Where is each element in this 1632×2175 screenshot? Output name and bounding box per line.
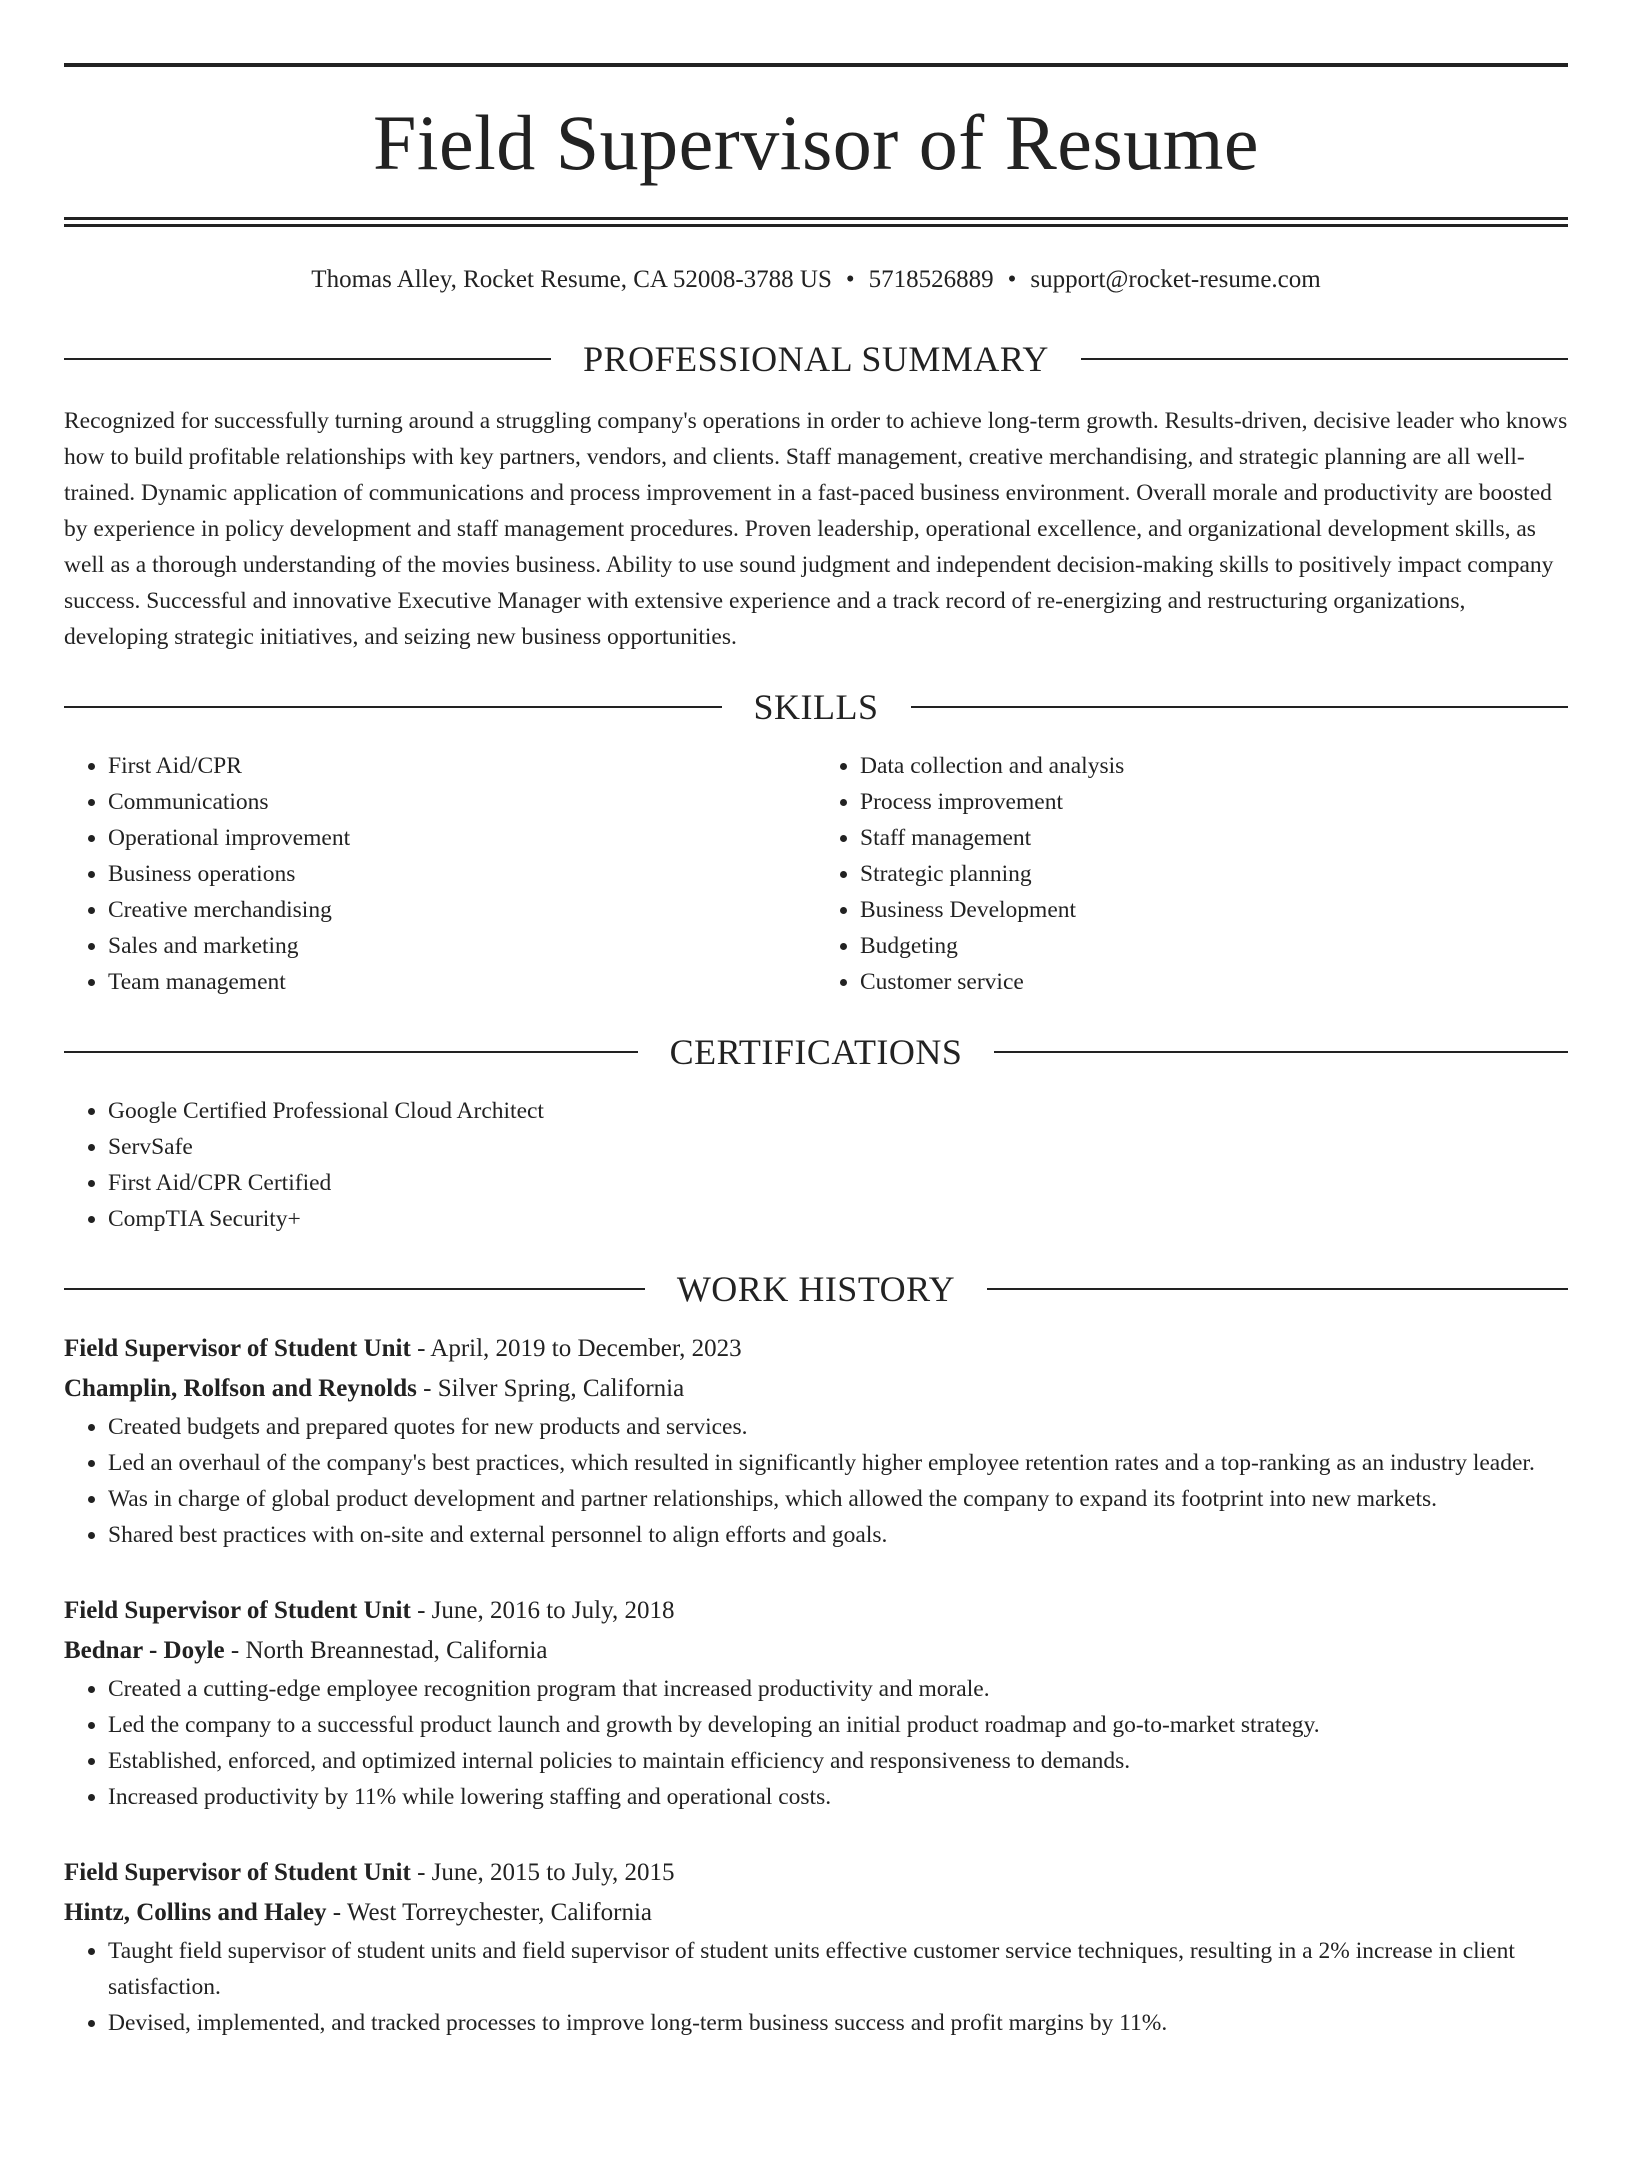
contact-separator: •	[1007, 266, 1017, 293]
job-company: Hintz, Collins and Haley	[64, 1899, 327, 1926]
certification-item: • Google Certified Professional Cloud Architect	[108, 1093, 1568, 1129]
job-bullet: • Led an overhaul of the company's best practices, which resulted in significantly higher employee retention rates and a top-ranking as an industry leader.	[108, 1445, 1568, 1481]
skills-right-column	[816, 748, 1568, 1000]
job-bullets	[64, 1933, 1568, 2041]
job-title-line	[64, 1329, 1568, 1369]
job-bullet: • Created a cutting-edge employee recognition program that increased productivity and morale.	[108, 1671, 1568, 1707]
job-location: - West Torreychester, California	[326, 1899, 652, 1926]
job-bullets	[64, 1409, 1568, 1553]
skills-right-list	[816, 748, 1568, 1000]
certifications-list	[64, 1093, 1568, 1237]
job-title: Field Supervisor of Student Unit	[64, 1597, 411, 1624]
skill-item: • Business Development	[860, 892, 1568, 928]
job-dates: - June, 2015 to July, 2015	[410, 1859, 675, 1886]
page-title: Field Supervisor of Resume	[372, 99, 1260, 186]
job-bullet: • Shared best practices with on-site and external personnel to align efforts and goals.	[108, 1517, 1568, 1553]
job-title: Field Supervisor of Student Unit	[64, 1859, 411, 1886]
summary-text: Recognized for successfully turning around a struggling company's operations in order to achieve long-term growth. Results-driven, decisive leader who knows how to build profitable relationships with key partners, vendors, and clients. Staff management, creative merchandising, and strategic planning are all well-trained. Dynamic application of communications and process improvement in a fast-paced business environment. Overall morale and productivity are boosted by experience in policy development and staff management procedures. Proven leadership, operational excellence, and organizational development skills, as well as a thorough understanding of the movies business. Ability to use sound judgment and independent decision-making skills to positively impact company success. Successful and innovative Executive Manager with extensive experience and a track record of re-energizing and restructuring organizations, developing strategic initiatives, and seizing new business opportunities.	[64, 408, 1568, 650]
skill-item: • Sales and marketing	[108, 928, 816, 964]
job-location: - Silver Spring, California	[416, 1375, 685, 1402]
work-history-list	[64, 1329, 1568, 2041]
contact-phone: 5718526889	[868, 266, 994, 293]
section-divider	[64, 706, 722, 708]
job-bullet: • Taught field supervisor of student units and field supervisor of student units effective customer service techniques, resulting in a 2% increase in client satisfaction.	[108, 1933, 1568, 2005]
certification-item: • CompTIA Security+	[108, 1201, 1568, 1237]
contact-line	[64, 265, 1568, 295]
job-title: Field Supervisor of Student Unit	[64, 1335, 411, 1362]
job-bullet: • Devised, implemented, and tracked processes to improve long-term business success and profit margins by 11%.	[108, 2005, 1568, 2041]
job-dates: - April, 2019 to December, 2023	[410, 1335, 742, 1362]
job-entry	[64, 1853, 1568, 2041]
skill-item: • Communications	[108, 784, 816, 820]
skills-columns	[64, 748, 1568, 1000]
certifications-list-wrap	[64, 1093, 1568, 1237]
certification-item: • First Aid/CPR Certified	[108, 1165, 1568, 1201]
certification-item: • ServSafe	[108, 1129, 1568, 1165]
job-bullet: • Increased productivity by 11% while lowering staffing and operational costs.	[108, 1779, 1568, 1815]
job-bullet: • Was in charge of global product development and partner relationships, which allowed the company to expand its footprint into new markets.	[108, 1481, 1568, 1517]
job-bullets	[64, 1671, 1568, 1815]
job-entry	[64, 1329, 1568, 1553]
job-title-line	[64, 1853, 1568, 1893]
section-divider	[64, 1288, 645, 1290]
skill-item: • Business operations	[108, 856, 816, 892]
job-company: Bednar - Doyle	[64, 1637, 225, 1664]
skill-item: • Customer service	[860, 964, 1568, 1000]
skill-item: • Process improvement	[860, 784, 1568, 820]
contact-separator: •	[845, 266, 855, 293]
title-bottom-double-rule	[64, 217, 1568, 227]
job-company-line	[64, 1369, 1568, 1409]
skill-item: • Strategic planning	[860, 856, 1568, 892]
section-divider	[1081, 358, 1568, 360]
skill-item: • Staff management	[860, 820, 1568, 856]
job-company-line	[64, 1631, 1568, 1671]
skill-item: • Data collection and analysis	[860, 748, 1568, 784]
title-top-rule	[64, 63, 1568, 67]
summary-heading: PROFESSIONAL SUMMARY	[583, 339, 1049, 379]
skill-item: • First Aid/CPR	[108, 748, 816, 784]
job-company-line	[64, 1893, 1568, 1933]
job-bullet: • Led the company to a successful product launch and growth by developing an initial product roadmap and go-to-market strategy.	[108, 1707, 1568, 1743]
certifications-section-header	[64, 1034, 1568, 1070]
job-location: - North Breannestad, California	[224, 1637, 548, 1664]
resume-page	[0, 63, 1632, 2175]
skill-item: • Creative merchandising	[108, 892, 816, 928]
job-title-line	[64, 1591, 1568, 1631]
skill-item: • Budgeting	[860, 928, 1568, 964]
section-divider	[994, 1051, 1568, 1053]
skills-section-header	[64, 689, 1568, 725]
skill-item: • Operational improvement	[108, 820, 816, 856]
skills-heading: SKILLS	[753, 687, 879, 727]
section-divider	[64, 1051, 638, 1053]
work-history-heading: WORK HISTORY	[676, 1269, 956, 1309]
job-bullet: • Created budgets and prepared quotes for new products and services.	[108, 1409, 1568, 1445]
section-divider	[987, 1288, 1568, 1290]
job-company: Champlin, Rolfson and Reynolds	[64, 1375, 417, 1402]
section-divider	[64, 358, 551, 360]
skills-left-list	[64, 748, 816, 1000]
job-entry	[64, 1591, 1568, 1815]
certifications-heading: CERTIFICATIONS	[669, 1032, 963, 1072]
section-divider	[911, 706, 1569, 708]
contact-address: Thomas Alley, Rocket Resume, CA 52008-3788 US	[311, 266, 832, 293]
job-dates: - June, 2016 to July, 2018	[410, 1597, 675, 1624]
summary-section-header	[64, 341, 1568, 377]
job-bullet: • Established, enforced, and optimized internal policies to maintain efficiency and responsiveness to demands.	[108, 1743, 1568, 1779]
work-history-section-header	[64, 1271, 1568, 1307]
skills-left-column	[64, 748, 816, 1000]
contact-email: support@rocket-resume.com	[1030, 266, 1321, 293]
skill-item: • Team management	[108, 964, 816, 1000]
